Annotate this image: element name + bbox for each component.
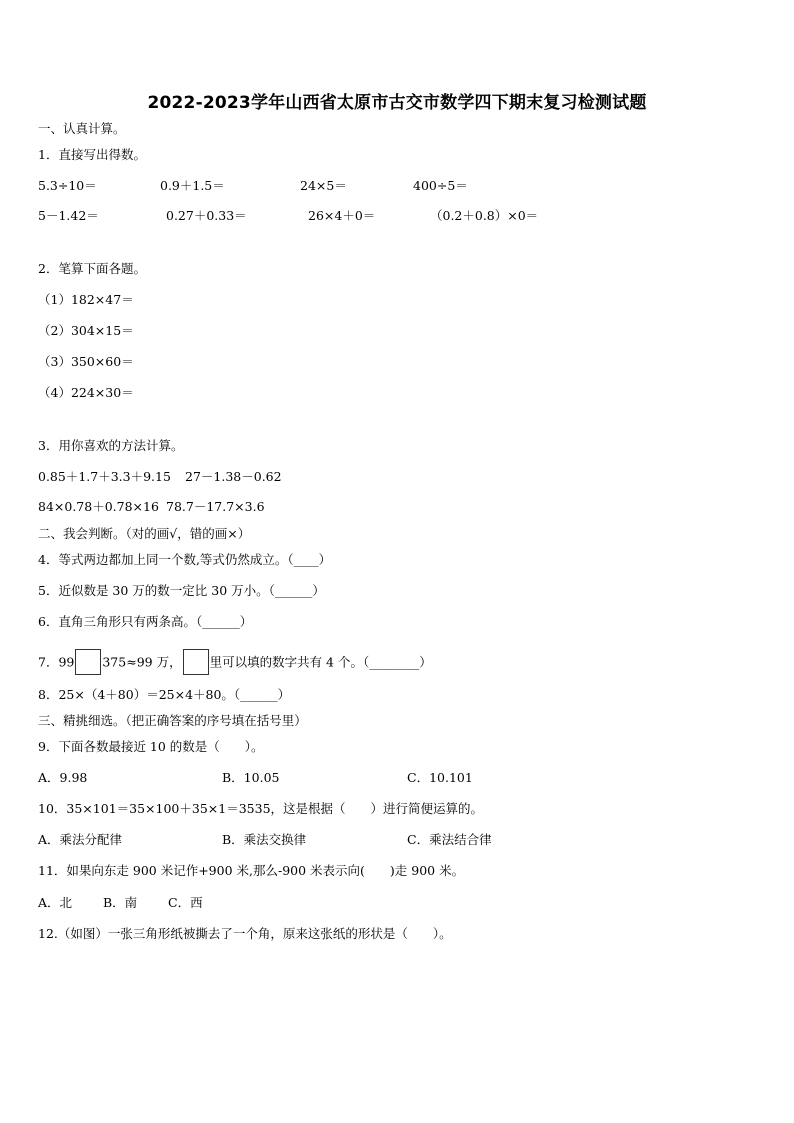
q1-item-8: （0.2＋0.8）×0＝ xyxy=(430,208,539,223)
q7-answer-box-1[interactable] xyxy=(75,649,101,675)
question-2-text: 2．笔算下面各题。 xyxy=(38,261,146,276)
section-3-heading: 三、精挑细选。（把正确答案的序号填在括号里） xyxy=(38,713,307,728)
q11-option-a: A．北 xyxy=(38,895,73,910)
section-1-heading: 一、认真计算。 xyxy=(38,121,126,136)
question-11-text: 11．如果向东走 900 米记作+900 米,那么-900 米表示向( )走 900 米。 xyxy=(38,863,465,878)
q7-part-3: 里可以填的数字共有 4 个。（________） xyxy=(209,654,432,670)
q3-item-3: 84×0.78＋0.78×16 xyxy=(38,499,159,514)
question-3-text: 3．用你喜欢的方法计算。 xyxy=(38,438,184,453)
q10-option-a: A．乘法分配律 xyxy=(38,832,123,847)
q9-option-c: C．10.101 xyxy=(407,770,473,785)
question-4-text: 4．等式两边都加上同一个数,等式仍然成立。（____） xyxy=(38,552,332,567)
q1-item-7: 26×4＋0＝ xyxy=(308,208,376,223)
q7-answer-box-2[interactable] xyxy=(183,649,209,675)
q9-option-b: B．10.05 xyxy=(222,770,280,785)
q3-item-1: 0.85＋1.7＋3.3＋9.15 xyxy=(38,469,171,484)
question-9-text: 9．下面各数最接近 10 的数是（ ）。 xyxy=(38,739,264,754)
q2-item-2: （2）304×15＝ xyxy=(38,323,134,338)
q1-item-6: 0.27＋0.33＝ xyxy=(166,208,247,223)
question-10-text: 10．35×101＝35×100＋35×1＝3535，这是根据（ ）进行简便运算的。 xyxy=(38,801,484,816)
q10-option-c: C．乘法结合律 xyxy=(407,832,492,847)
q2-item-3: （3）350×60＝ xyxy=(38,354,134,369)
question-8-text: 8．25×（4＋80）＝25×4＋80。（______） xyxy=(38,687,291,702)
question-7-text xyxy=(38,650,432,676)
section-2-heading: 二、我会判断。（对的画√，错的画×） xyxy=(38,526,251,541)
question-1-text: 1．直接写出得数。 xyxy=(38,147,146,162)
q1-item-4: 400÷5＝ xyxy=(413,178,468,193)
q7-part-2: 375≈99 万， xyxy=(102,654,182,670)
q11-option-b: B．南 xyxy=(103,895,138,910)
question-5-text: 5．近似数是 30 万的数一定比 30 万小。（______） xyxy=(38,583,325,598)
q1-item-3: 24×5＝ xyxy=(300,178,347,193)
q11-option-c: C．西 xyxy=(168,895,203,910)
page-title: 2022-2023学年山西省太原市古交市数学四下期末复习检测试题 xyxy=(147,93,647,113)
q10-option-b: B．乘法交换律 xyxy=(222,832,307,847)
q3-item-2: 27－1.38－0.62 xyxy=(185,469,282,484)
question-12-text: 12.（如图）一张三角形纸被撕去了一个角，原来这张纸的形状是（ ）。 xyxy=(38,926,452,941)
q1-item-1: 5.3÷10＝ xyxy=(38,178,97,193)
q7-part-1: 7．99 xyxy=(38,654,75,670)
q2-item-1: （1）182×47＝ xyxy=(38,292,134,307)
q9-option-a: A．9.98 xyxy=(38,770,88,785)
q3-item-4: 78.7－17.7×3.6 xyxy=(166,499,265,514)
q1-item-5: 5－1.42＝ xyxy=(38,208,99,223)
q2-item-4: （4）224×30＝ xyxy=(38,385,134,400)
question-6-text: 6．直角三角形只有两条高。（______） xyxy=(38,614,253,629)
q1-item-2: 0.9＋1.5＝ xyxy=(160,178,225,193)
